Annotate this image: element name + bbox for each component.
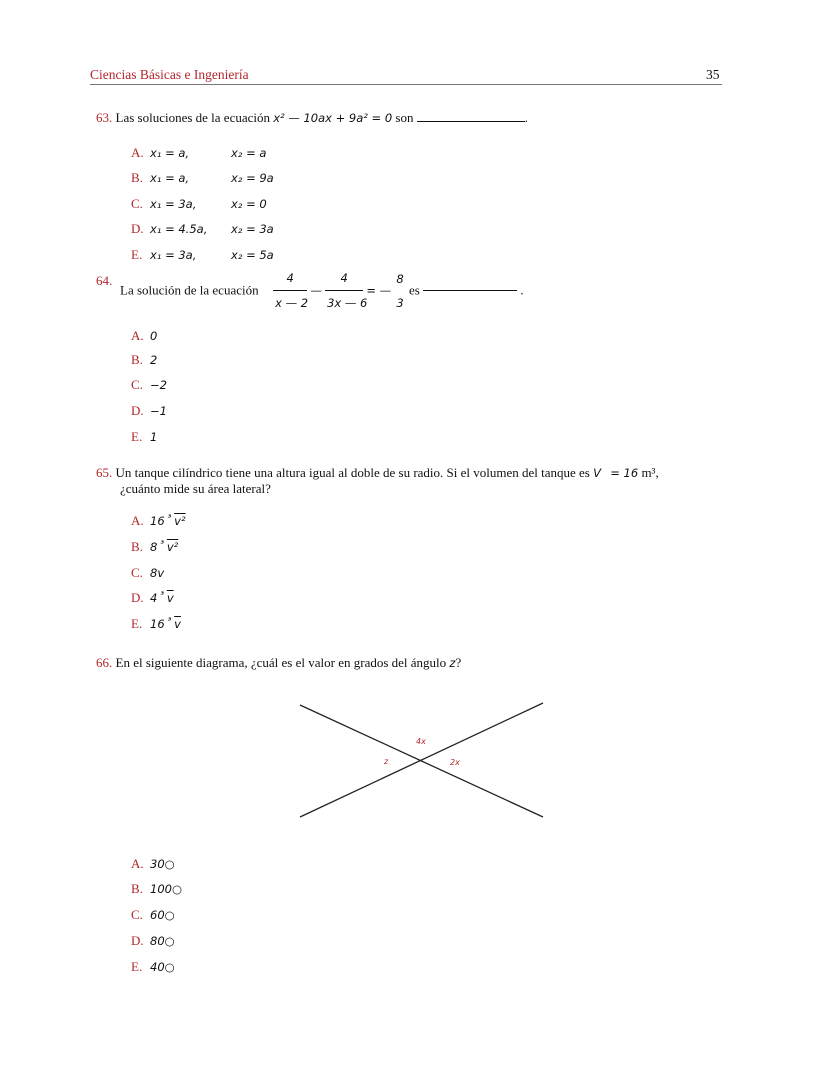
question-text-line2: ¿cuánto mide su área lateral? — [120, 481, 271, 496]
cube-root-index: ³ — [167, 513, 172, 522]
denominator: 3 — [396, 295, 404, 310]
option-value: 30○ — [150, 857, 175, 871]
option-d — [131, 933, 175, 949]
numerator: 4 — [340, 271, 348, 285]
x2-value: x₂ = 0 — [231, 197, 267, 211]
page-number: 35 — [706, 67, 720, 82]
period: . — [524, 110, 528, 125]
option-coefficient: 8 — [150, 540, 158, 554]
denominator: x — 2 — [273, 290, 307, 310]
option-value: 100○ — [150, 882, 182, 896]
option-label: D. — [131, 590, 144, 605]
running-header-title: Ciencias Básicas e Ingeniería — [90, 67, 249, 82]
option-label: C. — [131, 196, 143, 211]
angle-label-right: 2x — [450, 758, 460, 767]
x2-value: x₂ = 3a — [231, 222, 274, 236]
option-value: 40○ — [150, 960, 175, 974]
option-coefficient: 4 — [150, 591, 158, 605]
cube-root-index: ³ — [167, 616, 172, 625]
option-label: A. — [131, 328, 144, 343]
option-value: 2 — [150, 353, 158, 367]
equation: = 16 — [610, 466, 639, 480]
radicand: v² — [166, 540, 179, 554]
angle-label-top: 4x — [416, 737, 426, 746]
x1-value: x₁ = 4.5a, — [150, 222, 208, 236]
option-value: 60○ — [150, 908, 175, 922]
x1-value: x₁ = a, — [150, 171, 190, 185]
question-number: 64. — [96, 273, 113, 288]
question-number: 65. — [96, 465, 113, 480]
variable: z — [449, 656, 456, 670]
equals-sign: = — — [366, 283, 392, 298]
option-label: E. — [131, 247, 143, 262]
option-value: −1 — [150, 404, 167, 418]
question-suffix: es — [408, 282, 420, 298]
numerator: 8 — [396, 271, 404, 286]
option-value: −2 — [150, 378, 167, 392]
option-value: 0 — [150, 329, 158, 343]
option-value: 1 — [150, 430, 158, 444]
option-label: E. — [131, 959, 143, 974]
question-text: En el siguiente diagrama, ¿cuál es el valor en grados del ángulo — [115, 655, 447, 670]
question-mark: ? — [455, 655, 462, 670]
option-label: B. — [131, 881, 143, 896]
cube-root-index: ³ — [160, 539, 164, 548]
option-label: D. — [131, 221, 144, 236]
denominator: 3x — 6 — [325, 290, 363, 310]
unit: m³, — [641, 465, 659, 480]
radicand: $\overline{v}$ — [166, 591, 174, 605]
x2-value: x₂ = 5a — [231, 248, 274, 262]
x2-value: x₂ = a — [231, 146, 267, 160]
radicand: $\overline{v}$ — [174, 617, 181, 631]
x1-value: x₁ = 3a, — [150, 197, 197, 211]
question-number: 66. — [96, 655, 113, 670]
option-b — [131, 881, 182, 897]
option-value: 80○ — [150, 934, 175, 948]
equation: x² — 10ax + 9a² = 0 — [273, 111, 393, 125]
option-coefficient: 8v — [150, 566, 165, 580]
x1-value: x₁ = a, — [150, 146, 190, 160]
option-coefficient: 16 — [150, 514, 165, 528]
option-label: C. — [131, 907, 143, 922]
option-label: D. — [131, 403, 144, 418]
numerator: 4 — [286, 271, 294, 285]
option-coefficient: 16 — [150, 617, 165, 631]
option-label: E. — [131, 616, 143, 631]
option-label: A. — [131, 145, 144, 160]
option-label: A. — [131, 856, 144, 871]
option-a — [131, 856, 175, 872]
question-text: Un tanque cilíndrico tiene una altura igual al doble de su radio. Si el volumen del tanque es — [115, 465, 590, 480]
option-c — [131, 907, 175, 923]
cube-root-index: ³ — [160, 590, 164, 599]
question-text: La solución de la ecuación — [120, 282, 259, 298]
question-text: Las soluciones de la ecuación — [115, 110, 270, 125]
x2-value: x₂ = 9a — [231, 171, 274, 185]
question-suffix: son — [395, 110, 414, 125]
angle-label-z: z — [384, 757, 389, 766]
option-label: D. — [131, 933, 144, 948]
variable: V — [593, 466, 601, 480]
option-e — [131, 959, 175, 975]
option-label: B. — [131, 170, 143, 185]
period: . — [520, 282, 524, 298]
option-label: A. — [131, 513, 144, 528]
option-label: B. — [131, 539, 143, 554]
option-label: C. — [131, 565, 143, 580]
x1-value: x₁ = 3a, — [150, 248, 197, 262]
radicand: v² — [174, 514, 186, 528]
question-number: 63. — [96, 110, 113, 125]
option-label: C. — [131, 377, 143, 392]
option-label: E. — [131, 429, 143, 444]
option-label: B. — [131, 352, 143, 367]
minus-sign: — — [310, 283, 322, 298]
